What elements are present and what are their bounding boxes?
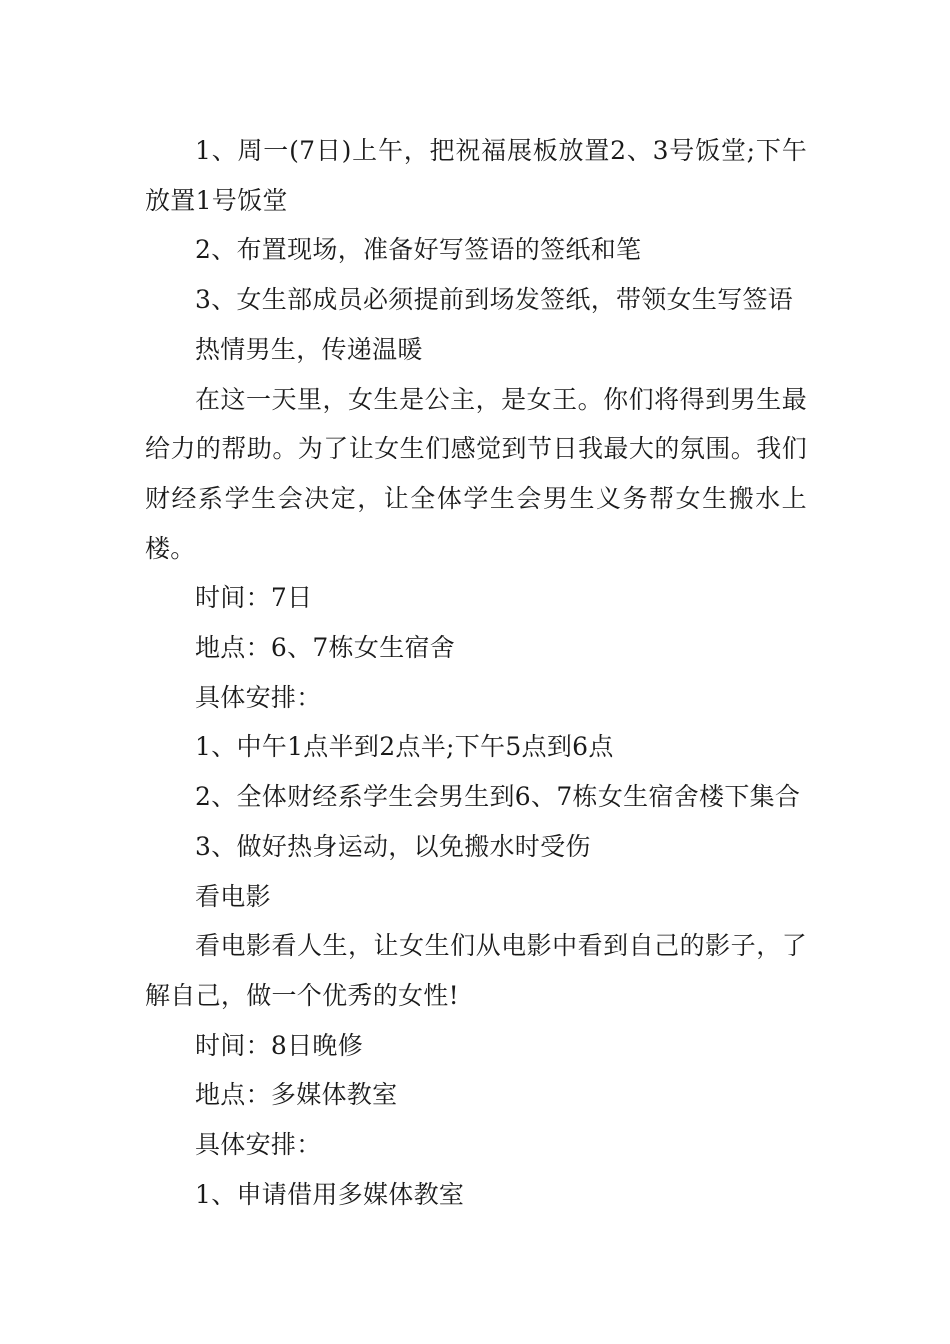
paragraph-2: 2、布置现场，准备好写签语的签纸和笔 bbox=[195, 235, 642, 265]
paragraph-time-2: 时间：8日晚修 bbox=[195, 1030, 364, 1060]
document-body bbox=[145, 126, 807, 1219]
paragraph-arrangement-1: 具体安排： bbox=[195, 682, 322, 712]
section-heading-movie: 看电影 bbox=[195, 881, 271, 911]
paragraph-5: 在这一天里，女生是公主，是女王。你们将得到男生最给力的帮助。为了让女生们感觉到节日我最大的氛围。我们财经系学生会决定，让全体学生会男生义务帮女生搬水上楼。 bbox=[145, 384, 807, 563]
section-heading-warm-boys: 热情男生，传递温暖 bbox=[195, 334, 423, 364]
paragraph-location-1: 地点：6、7栋女生宿舍 bbox=[195, 633, 456, 663]
paragraph-time-1: 时间：7日 bbox=[195, 583, 313, 613]
paragraph-9: 1、中午1点半到2点半;下午5点到6点 bbox=[195, 732, 614, 762]
paragraph-location-2: 地点：多媒体教室 bbox=[195, 1080, 398, 1110]
paragraph-13: 看电影看人生，让女生们从电影中看到自己的影子，了解自己，做一个优秀的女性! bbox=[145, 931, 807, 1010]
paragraph-1: 1、周一(7日)上午，把祝福展板放置2、3号饭堂;下午放置1号饭堂 bbox=[145, 136, 807, 215]
paragraph-3: 3、女生部成员必须提前到场发签纸，带领女生写签语 bbox=[195, 285, 794, 315]
paragraph-10: 2、全体财经系学生会男生到6、7栋女生宿舍楼下集合 bbox=[195, 782, 801, 812]
paragraph-17: 1、申请借用多媒体教室 bbox=[195, 1179, 465, 1209]
paragraph-11: 3、做好热身运动，以免搬水时受伤 bbox=[195, 831, 591, 861]
paragraph-arrangement-2: 具体安排： bbox=[195, 1130, 322, 1160]
